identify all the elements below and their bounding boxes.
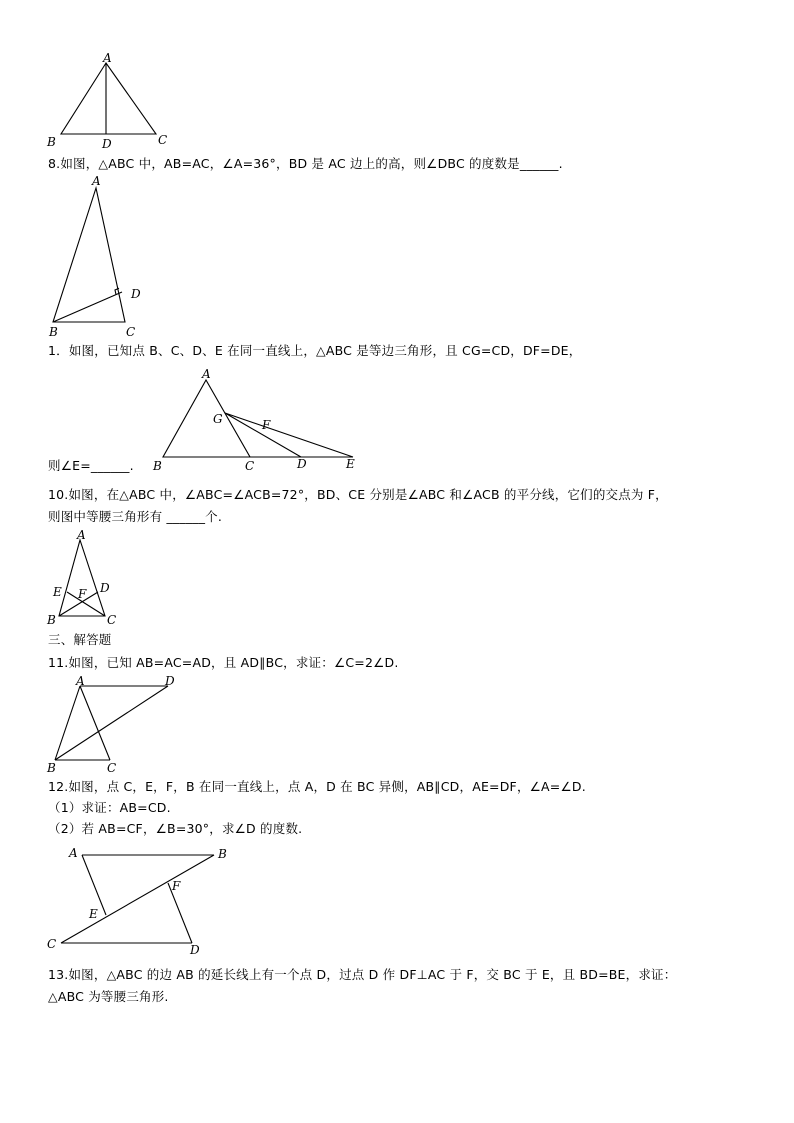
label-A: A [76,674,85,688]
label-E: E [53,585,62,599]
figure-problem-8 [44,172,154,342]
label-B: B [153,459,162,473]
figure-problem-1 [150,365,365,475]
figure-problem-12 [44,840,244,960]
label-A: A [103,51,112,65]
problem-1-answer-line: 则∠E=______. [48,458,134,473]
label-C: C [107,613,117,627]
label-D: D [100,581,110,595]
label-D: D [190,943,200,957]
label-D: D [131,287,141,301]
label-B: B [218,847,227,861]
problem-13-text-2: △ABC 为等腰三角形. [48,989,169,1004]
figure-problem-10 [44,528,124,628]
label-D: D [297,457,307,471]
label-C: C [245,459,255,473]
label-C: C [126,325,136,339]
label-D: D [102,137,112,150]
problem-11-text: 11.如图，已知 AB=AC=AD，且 AD∥BC，求证：∠C=2∠D. [48,655,399,670]
label-A: A [92,174,101,188]
label-F: F [78,587,87,601]
label-B: B [49,325,58,339]
label-F: F [172,879,181,893]
label-A: A [77,528,86,542]
label-B: B [47,135,56,149]
label-E: E [346,457,355,471]
problem-12-text: 12.如图，点 C，E，F，B 在同一直线上，点 A，D 在 BC 异侧，AB∥CD，AE=DF，∠A=∠D. [48,779,586,794]
label-G: G [213,412,223,426]
label-E: E [89,907,98,921]
problem-12-part-2: （2）若 AB=CF，∠B=30°，求∠D 的度数. [48,821,303,836]
label-A: A [202,367,211,381]
label-B: B [47,613,56,627]
label-B: B [47,761,56,775]
problem-1-text: 1．如图，已知点 B、C、D、E 在同一直线上，△ABC 是等边三角形，且 CG=CD，DF=DE， [48,343,582,358]
problem-10-text-2: 则图中等腰三角形有 ______个. [48,509,223,524]
problem-10-text: 10.如图，在△ABC 中，∠ABC=∠ACB=72°，BD、CE 分别是∠ABC 和∠ACB 的平分线，它们的交点为 F， [48,487,668,502]
label-C: C [107,761,117,775]
label-A: A [69,846,78,860]
label-F: F [262,418,271,432]
problem-12-part-1: （1）求证：AB=CD. [48,800,171,815]
section-title: 三、解答题 [48,632,112,647]
label-D: D [165,674,175,688]
problem-8-text: 8.如图，△ABC 中，AB=AC，∠A=36°，BD 是 AC 边上的高，则∠DBC 的度数是______. [48,156,563,171]
figure-top-triangle [44,50,174,150]
figure-problem-11 [44,672,184,777]
label-C: C [158,133,168,147]
problem-13-text: 13.如图，△ABC 的边 AB 的延长线上有一个点 D，过点 D 作 DF⊥AC 于 F，交 BC 于 E，且 BD=BE，求证： [48,967,677,982]
label-C: C [47,937,57,951]
